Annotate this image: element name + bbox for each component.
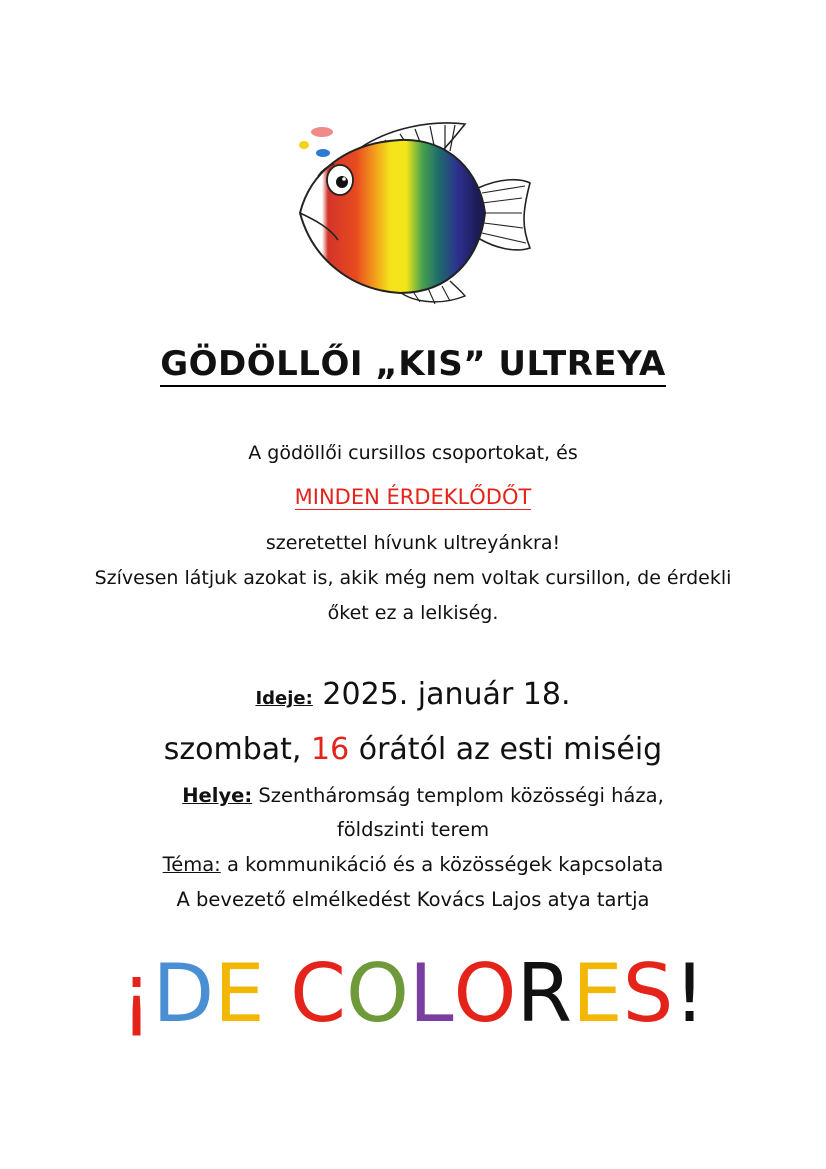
slogan-letter: E bbox=[572, 947, 623, 1040]
highlight-text: MINDEN ÉRDEKLŐDŐT bbox=[294, 485, 532, 509]
bubble-blue-icon bbox=[316, 149, 330, 157]
intro-line-3: Szívesen látjuk azokat is, akik még nem voltak cursillon, de érdekli bbox=[94, 567, 732, 589]
slogan-letter: E bbox=[214, 947, 265, 1040]
time-suffix: órától az esti miséig bbox=[349, 732, 663, 767]
slogan-letter: D bbox=[152, 947, 215, 1040]
date-label: Ideje: bbox=[255, 688, 313, 709]
bubble-yellow-icon bbox=[299, 141, 309, 149]
date-value: 2025. január 18. bbox=[322, 677, 571, 712]
location-label: Helye: bbox=[182, 784, 253, 807]
page-title: GÖDÖLLŐI „KIS” ULTREYA bbox=[0, 342, 826, 386]
topic-value: a kommunikáció és a közösségek kapcsolata bbox=[226, 853, 664, 876]
intro-line-2: szeretettel hívunk ultreyánkra! bbox=[265, 532, 561, 554]
rainbow-fish-illustration bbox=[290, 118, 535, 308]
slogan-letter: ¡ bbox=[120, 947, 153, 1040]
time-line bbox=[0, 730, 826, 770]
slogan-letter: C bbox=[290, 947, 346, 1040]
topic-line bbox=[0, 851, 826, 879]
intro-line-1: A gödöllői cursillos csoportokat, és bbox=[248, 442, 578, 464]
speaker-line: A bevezető elmélkedést Kovács Lajos atya tartja bbox=[176, 888, 650, 911]
slogan-letter: ! bbox=[673, 947, 706, 1040]
slogan-letter: O bbox=[346, 947, 409, 1040]
location-value: Szentháromság templom közösségi háza, bbox=[258, 784, 664, 807]
time-prefix: szombat, bbox=[163, 732, 311, 767]
slogan-letter: L bbox=[408, 947, 454, 1040]
intro-line-4: őket ez a lelkiség. bbox=[327, 602, 499, 624]
bubble-pink-icon bbox=[311, 127, 333, 137]
de-colores-slogan bbox=[0, 946, 826, 1042]
location-line bbox=[0, 782, 826, 810]
slogan-letter bbox=[265, 946, 290, 1042]
date-line bbox=[0, 675, 826, 719]
slogan-letter: O bbox=[453, 947, 517, 1040]
slogan-letter: S bbox=[622, 947, 674, 1040]
location-line-2: földszinti terem bbox=[336, 818, 490, 841]
topic-label: Téma: bbox=[162, 853, 221, 876]
slogan-letter: R bbox=[516, 947, 573, 1040]
time-hour: 16 bbox=[311, 732, 350, 767]
